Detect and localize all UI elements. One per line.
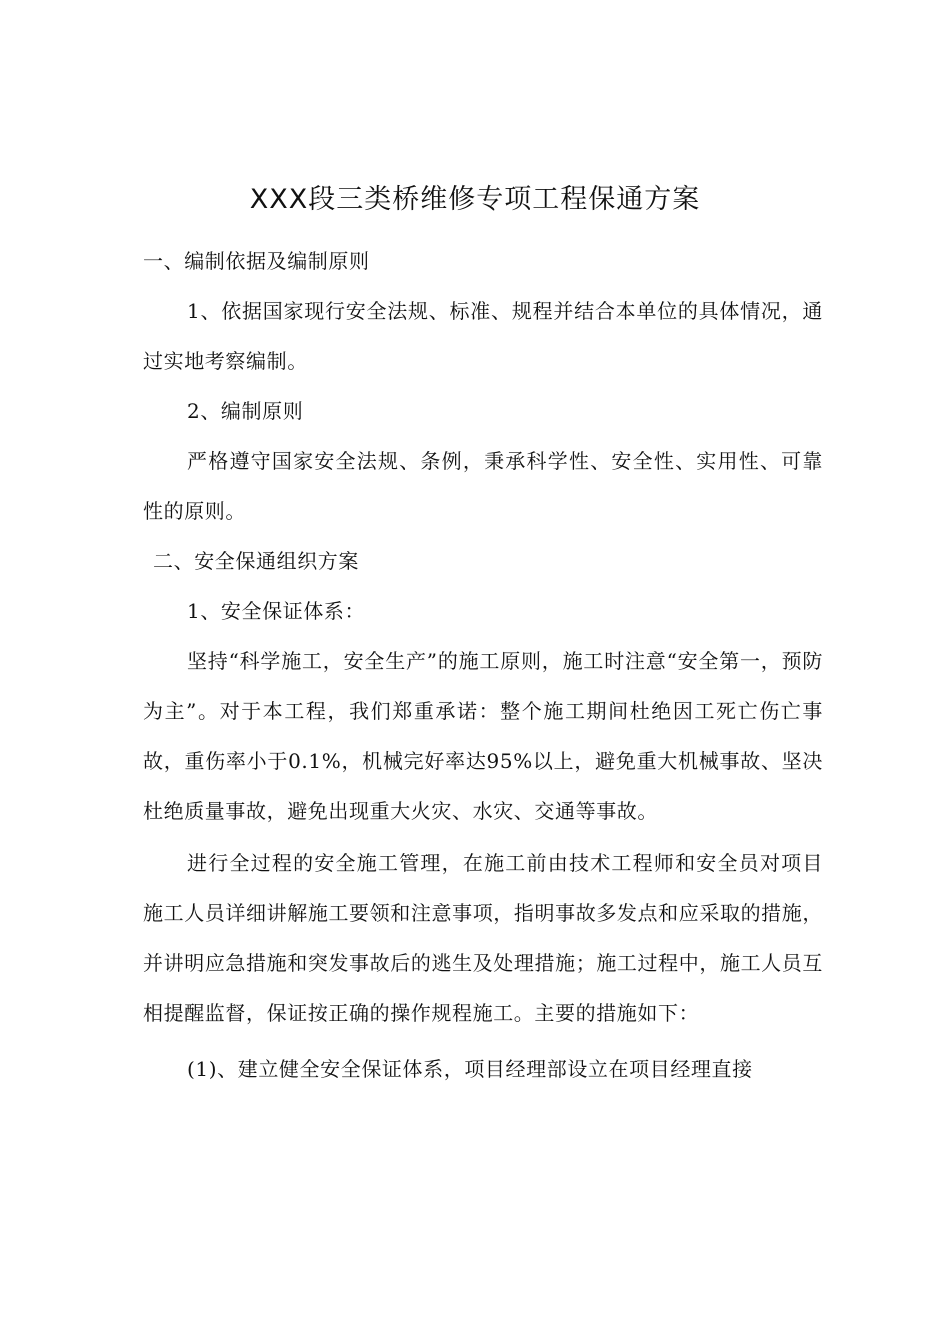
section-heading-2: 二、安全保通组织方案: [153, 549, 359, 573]
document-title: XXX段三类桥维修专项工程保通方案: [249, 184, 701, 215]
paragraph-commitment: 坚持“科学施工，安全生产”的施工原则，施工时注意“安全第一，预防为主”。对于本工程，我们郑重承诺：整个施工期间杜绝因工死亡伤亡事故，重伤率小于0.1%，机械完好率达95%以上，避免重大机械事故、坚决杜绝质量事故，避免出现重大火灾、水灾、交通等事故。: [143, 649, 823, 823]
paragraph-management: 进行全过程的安全施工管理，在施工前由技术工程师和安全员对项目施工人员详细讲解施工要领和注意事项，指明事故多发点和应采取的措施，并讲明应急措施和突发事故后的逃生及处理措施；施工过程中，施工人员互相提醒监督，保证按正确的操作规程施工。主要的措施如下：: [143, 851, 823, 1025]
section-heading-1: 一、编制依据及编制原则: [143, 249, 370, 273]
document-body: [143, 236, 823, 1094]
paragraph-principles: 严格遵守国家安全法规、条例，秉承科学性、安全性、实用性、可靠性的原则。: [143, 449, 823, 523]
subheading-safety-system: 1、安全保证体系：: [187, 599, 366, 623]
paragraph-basis: 1、依据国家现行安全法规、标准、规程并结合本单位的具体情况，通过实地考察编制。: [143, 299, 823, 373]
list-item-1: (1)、建立健全安全保证体系，项目经理部设立在项目经理直接: [187, 1057, 753, 1081]
subheading-principles: 2、编制原则: [187, 399, 304, 423]
